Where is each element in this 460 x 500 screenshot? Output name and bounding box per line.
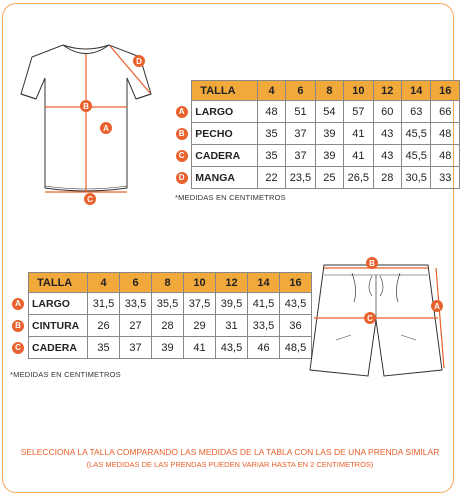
table-cell: 41,5 bbox=[248, 293, 280, 315]
shirt-table-header bbox=[172, 81, 460, 101]
row-marker bbox=[8, 315, 29, 337]
table-cell: 33 bbox=[431, 167, 460, 189]
marker-a-letter: A bbox=[434, 302, 440, 311]
table-cell: 43,5 bbox=[280, 293, 312, 315]
row-marker bbox=[8, 293, 29, 315]
row-letter: A bbox=[12, 298, 24, 310]
table-row bbox=[172, 167, 460, 189]
row-letter: B bbox=[12, 320, 24, 332]
header-spacer bbox=[172, 81, 192, 101]
row-marker bbox=[172, 123, 192, 145]
shorts-table-header bbox=[8, 273, 312, 293]
size-header: 6 bbox=[120, 273, 152, 293]
table-row bbox=[172, 123, 460, 145]
size-header: 14 bbox=[402, 81, 431, 101]
table-cell: 28 bbox=[152, 315, 184, 337]
size-header: 4 bbox=[257, 81, 286, 101]
size-header: 16 bbox=[280, 273, 312, 293]
size-header: 14 bbox=[248, 273, 280, 293]
table-cell: 26,5 bbox=[344, 167, 373, 189]
size-header: 8 bbox=[315, 81, 344, 101]
table-cell: 37,5 bbox=[184, 293, 216, 315]
size-header: 8 bbox=[152, 273, 184, 293]
table-cell: 48 bbox=[431, 145, 460, 167]
footer-instruction: SELECCIONA LA TALLA COMPARANDO LAS MEDIDAS DE LA TABLA CON LAS DE UNA PRENDA SIMILAR bbox=[20, 447, 440, 457]
table-cell: 54 bbox=[315, 101, 344, 123]
table-cell: 45,5 bbox=[402, 145, 431, 167]
size-header: 4 bbox=[88, 273, 120, 293]
shorts-illustration bbox=[296, 240, 456, 400]
row-label: LARGO bbox=[192, 101, 257, 123]
table-cell: 57 bbox=[344, 101, 373, 123]
table-cell: 60 bbox=[373, 101, 402, 123]
row-letter: A bbox=[176, 106, 188, 118]
row-letter: C bbox=[176, 150, 188, 162]
table-cell: 48 bbox=[257, 101, 286, 123]
talla-header: TALLA bbox=[192, 81, 257, 101]
table-cell: 35 bbox=[257, 145, 286, 167]
size-header: 16 bbox=[431, 81, 460, 101]
table-cell: 45,5 bbox=[402, 123, 431, 145]
size-header: 10 bbox=[184, 273, 216, 293]
row-letter: C bbox=[12, 342, 24, 354]
row-letter: D bbox=[176, 172, 188, 184]
marker-b-letter: B bbox=[83, 102, 89, 111]
shirt-size-table bbox=[172, 80, 460, 189]
size-header: 12 bbox=[216, 273, 248, 293]
marker-c-letter: C bbox=[367, 314, 373, 323]
row-label: CADERA bbox=[192, 145, 257, 167]
shorts-size-table bbox=[8, 272, 312, 359]
table-cell: 37 bbox=[120, 337, 152, 359]
table-row bbox=[8, 315, 312, 337]
table-cell: 37 bbox=[286, 145, 315, 167]
header-spacer bbox=[8, 273, 29, 293]
row-marker bbox=[172, 101, 192, 123]
marker-d-letter: D bbox=[136, 57, 142, 66]
row-letter: B bbox=[176, 128, 188, 140]
row-label: CADERA bbox=[29, 337, 88, 359]
table-cell: 43,5 bbox=[216, 337, 248, 359]
table-cell: 46 bbox=[248, 337, 280, 359]
table-cell: 63 bbox=[402, 101, 431, 123]
shorts-units-note: *MEDIDAS EN CENTIMETROS bbox=[10, 370, 121, 379]
table-cell: 25 bbox=[315, 167, 344, 189]
table-cell: 51 bbox=[286, 101, 315, 123]
size-header: 10 bbox=[344, 81, 373, 101]
table-cell: 36 bbox=[280, 315, 312, 337]
table-cell: 48,5 bbox=[280, 337, 312, 359]
table-cell: 35 bbox=[88, 337, 120, 359]
table-row bbox=[172, 145, 460, 167]
table-cell: 43 bbox=[373, 123, 402, 145]
table-cell: 31 bbox=[216, 315, 248, 337]
table-row bbox=[8, 337, 312, 359]
row-marker bbox=[172, 145, 192, 167]
row-label: CINTURA bbox=[29, 315, 88, 337]
size-header: 6 bbox=[286, 81, 315, 101]
shirt-units-note: *MEDIDAS EN CENTIMETROS bbox=[175, 193, 286, 202]
table-cell: 37 bbox=[286, 123, 315, 145]
table-cell: 43 bbox=[373, 145, 402, 167]
table-row bbox=[8, 293, 312, 315]
table-cell: 48 bbox=[431, 123, 460, 145]
table-cell: 66 bbox=[431, 101, 460, 123]
row-label: PECHO bbox=[192, 123, 257, 145]
table-cell: 27 bbox=[120, 315, 152, 337]
table-row bbox=[172, 101, 460, 123]
table-cell: 39 bbox=[315, 123, 344, 145]
size-header: 12 bbox=[373, 81, 402, 101]
table-cell: 41 bbox=[344, 123, 373, 145]
table-cell: 33,5 bbox=[120, 293, 152, 315]
tshirt-illustration bbox=[0, 0, 170, 215]
row-label: LARGO bbox=[29, 293, 88, 315]
row-marker bbox=[172, 167, 192, 189]
table-cell: 39,5 bbox=[216, 293, 248, 315]
talla-header: TALLA bbox=[29, 273, 88, 293]
table-cell: 30,5 bbox=[402, 167, 431, 189]
row-label: MANGA bbox=[192, 167, 257, 189]
table-cell: 39 bbox=[152, 337, 184, 359]
table-cell: 22 bbox=[257, 167, 286, 189]
table-cell: 41 bbox=[184, 337, 216, 359]
marker-b-letter: B bbox=[369, 259, 375, 268]
table-cell: 23,5 bbox=[286, 167, 315, 189]
table-cell: 29 bbox=[184, 315, 216, 337]
table-cell: 33,5 bbox=[248, 315, 280, 337]
table-cell: 41 bbox=[344, 145, 373, 167]
table-cell: 39 bbox=[315, 145, 344, 167]
marker-a-letter: A bbox=[103, 124, 109, 133]
marker-c-letter: C bbox=[87, 195, 93, 204]
table-cell: 35 bbox=[257, 123, 286, 145]
table-cell: 28 bbox=[373, 167, 402, 189]
table-cell: 35,5 bbox=[152, 293, 184, 315]
footer-disclaimer: (LAS MEDIDAS DE LAS PRENDAS PUEDEN VARIAR HASTA EN 2 CENTIMETROS) bbox=[86, 460, 374, 469]
row-marker bbox=[8, 337, 29, 359]
table-cell: 26 bbox=[88, 315, 120, 337]
table-cell: 31,5 bbox=[88, 293, 120, 315]
